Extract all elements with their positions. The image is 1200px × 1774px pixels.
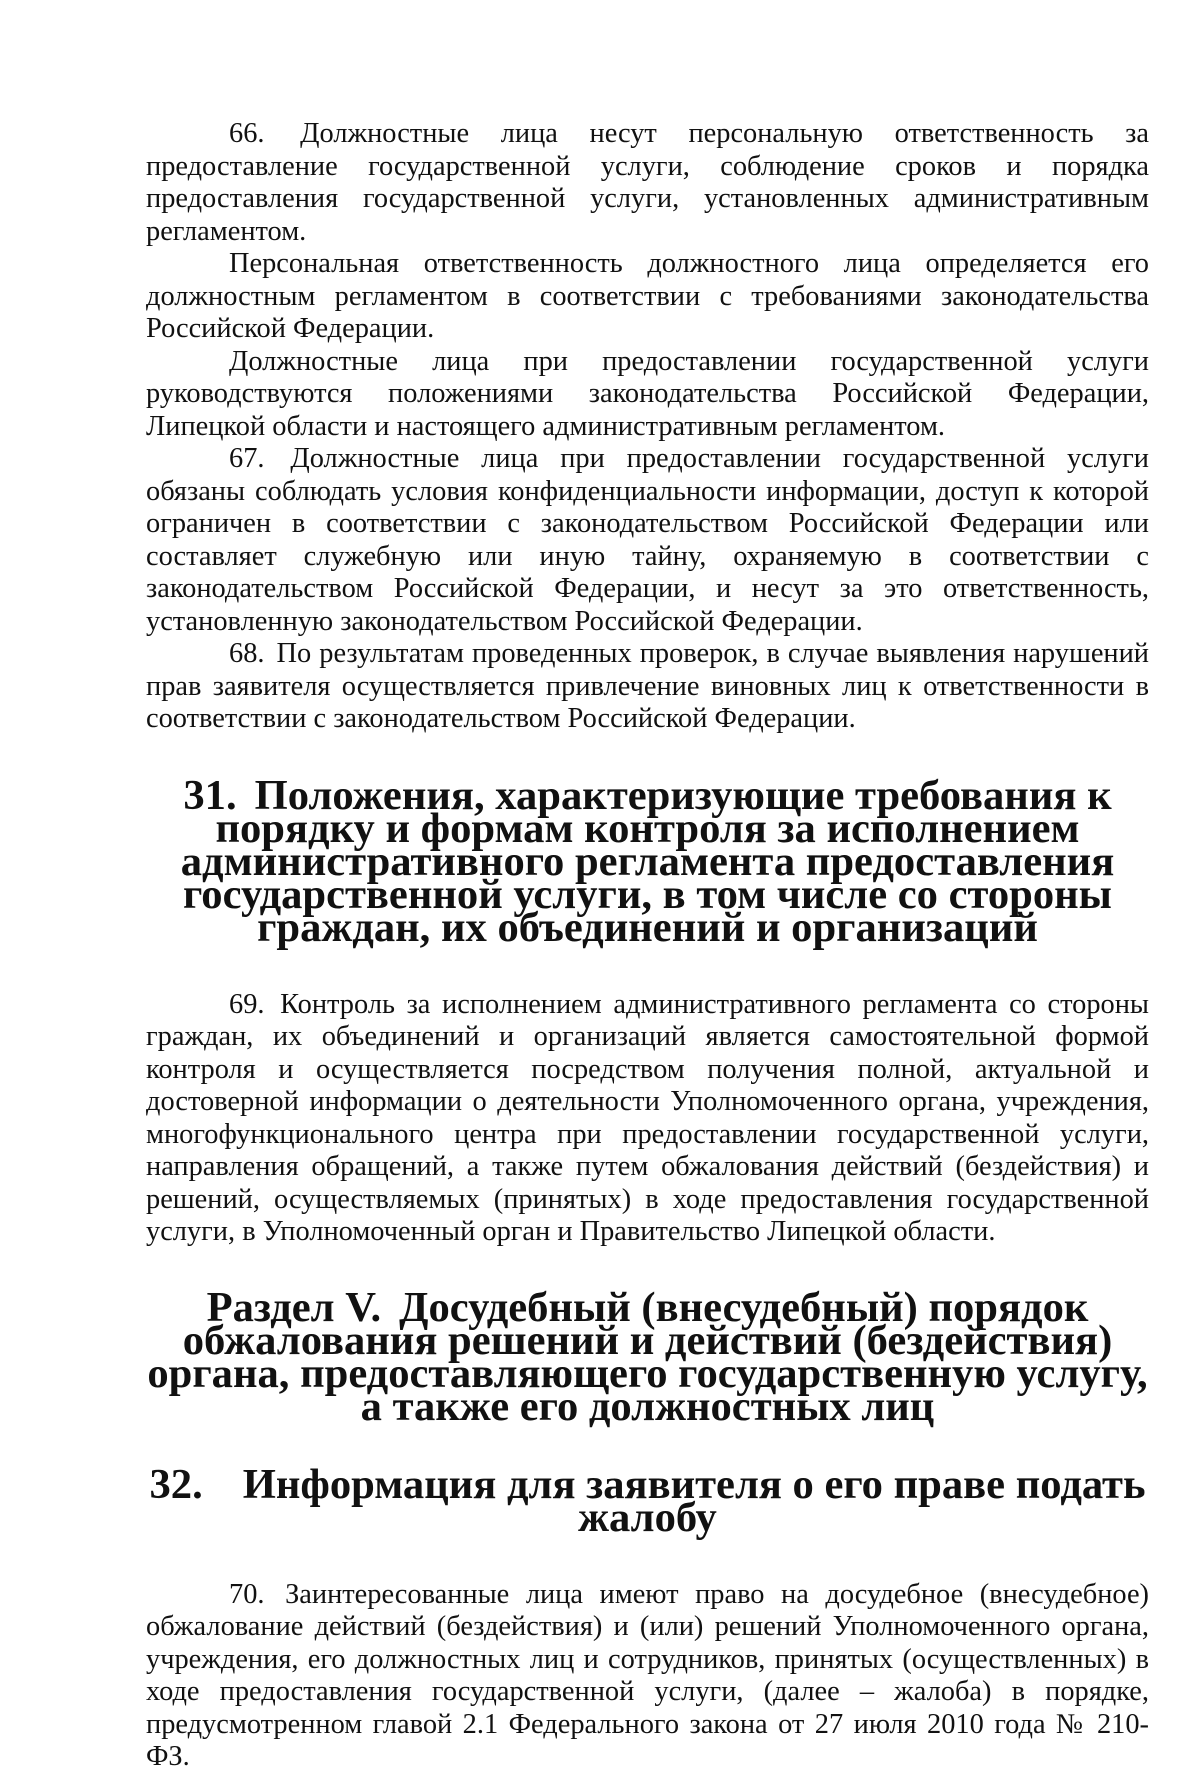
heading-text: Досудебный (внесудебный) порядок обжалования решений и действий (бездействия) органа, предоставляющего государственную услугу, а также его должностных лиц bbox=[147, 1283, 1148, 1430]
document-page bbox=[146, 118, 1149, 1774]
paragraph-number: 70. bbox=[229, 1578, 265, 1610]
paragraph-text: Заинтересованные лица имеют право на досудебное (внесудебное) обжалование действий (бездействия) и (или) решений Уполномоченного органа, учреждения, его должностных лиц и сотрудников, принятых (осуществленных) в ходе предоставления государственной услуги, (далее – жалоба) в порядке, предусмотренном главой 2.1 Федерального закона от 27 июля 2010 года № 210-ФЗ. bbox=[146, 1578, 1150, 1772]
paragraph-text: Контроль за исполнением административного регламента со стороны граждан, их объединений и организаций является самостоятельной формой контроля и осуществляется посредством получения полной, актуальной и достоверной информации о деятельности Уполномоченного органа, учреждения, многофункционального центра при предоставлении государственной услуги, направления обращений, а также путем обжалования действий (бездействия) и решений, осуществляемых (принятых) в ходе предоставления государственной услуги, в Уполномоченный орган и Правительство Липецкой области. bbox=[146, 988, 1149, 1247]
paragraph-text: Должностные лица несут персональную ответственность за предоставление государственной услуги, соблюдение сроков и порядка предоставления государственной услуги, установленных административным регламентом. bbox=[146, 118, 1149, 247]
heading-text: Положения, характеризующие требования к порядку и формам контроля за исполнением административного регламента предоставления государственной услуги, в том числе со стороны граждан, их объединений и организаций bbox=[180, 771, 1115, 951]
paragraph-number: 69. bbox=[229, 988, 265, 1020]
paragraph-number: 68. bbox=[229, 638, 265, 669]
heading-text: Информация для заявителя о его праве подать жалобу bbox=[242, 1460, 1146, 1541]
heading-31 bbox=[146, 771, 1149, 951]
paragraph-text: Персональная ответственность должностного лица определяется его должностным регламентом в соответствии с требованиями законодательства Российской Федерации. bbox=[146, 248, 1149, 344]
paragraph-66-personal-responsibility bbox=[146, 248, 1149, 346]
paragraph-number: 66. bbox=[229, 118, 265, 149]
section-number: Раздел V. bbox=[206, 1283, 382, 1331]
paragraph-text: Должностные лица при предоставлении государственной услуги обязаны соблюдать условия конфиденциальности информации, доступ к которой ограничен в соответствии с законодательством Российской Федерации или составляет служебную или иную тайну, охраняемую в соответствии с законодательством Российской Федерации, и несут за это ответственность, установленную законодательством Российской Федерации. bbox=[146, 443, 1149, 637]
paragraph-66 bbox=[146, 118, 1149, 248]
paragraph-67 bbox=[146, 443, 1149, 638]
paragraph-66-officials-guidance bbox=[146, 346, 1149, 444]
paragraph-69 bbox=[146, 989, 1149, 1249]
paragraph-70 bbox=[146, 1579, 1149, 1774]
paragraph-number: 67. bbox=[229, 443, 265, 474]
heading-number: 31. bbox=[183, 771, 237, 819]
heading-number: 32. bbox=[149, 1460, 203, 1508]
heading-32 bbox=[146, 1460, 1149, 1541]
paragraph-text: Должностные лица при предоставлении государственной услуги руководствуются положениями законодательства Российской Федерации, Липецкой области и настоящего административным регламентом. bbox=[146, 345, 1149, 442]
paragraph-68 bbox=[146, 638, 1149, 736]
paragraph-text: По результатам проведенных проверок, в случае выявления нарушений прав заявителя осуществляется привлечение виновных лиц к ответственности в соответствии с законодательством Российской Федерации. bbox=[146, 638, 1149, 734]
section-5-heading bbox=[146, 1283, 1149, 1430]
